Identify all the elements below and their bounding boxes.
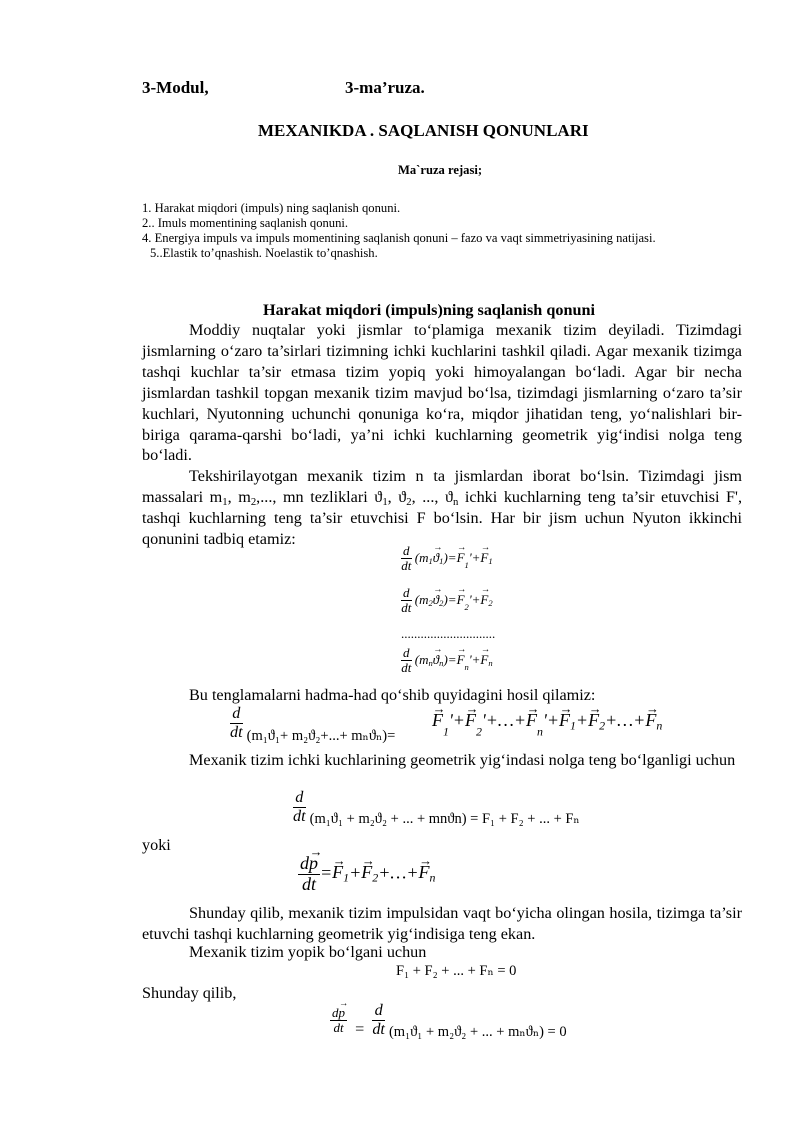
paragraph-conclusion: Shunday qilib, mexanik tizim impulsidan vaqt bo‘yicha olingan hosila, tizimga ta’sir etuvchi tashqi kuchlarning geometrik yig‘indisiga teng ekan. [142, 904, 742, 943]
equation-body-1: $\frac{d}{dt}$ $(m_1\to ϑ_1)=\to$ $F_1ʹ+\to F_1$ [401, 544, 493, 574]
equation-internal: $\frac{d}{dt}$ (m₁ϑ₁ + m₂ϑ₂ + ... + mnϑn) = F₁ + F₂ + ... + Fₙ [293, 788, 580, 828]
equation-sum-rhs: → $F_1ʹ+\to$ $F_2ʹ+\dots+\to$ $F_nʹ+\to F_1+\to$ $F_2+\dots+\to F_n$ [432, 710, 662, 732]
plan-item: 5..Elastik to’qnashish. Noelastik to’qnashish. [150, 246, 378, 260]
text-shunday-qilib: Shunday qilib, [142, 984, 237, 1002]
equation-closed: F₁ + F₂ + ... + Fₙ = 0 [396, 963, 517, 979]
equation-sum: $\frac{d}{dt}$ (m₁ϑ₁+ m₂ϑ₂+...+ mₙϑₙ)= [230, 704, 396, 745]
text-yoki: yoki [142, 836, 171, 854]
section-heading: Harakat miqdori (impuls)ning saqlanish qonuni [263, 301, 595, 319]
paragraph-internal: Mexanik tizim ichki kuchlarining geometrik yig‘indasi nolga teng bo‘lganligi uchun [189, 751, 736, 769]
equation-momentum: $\frac{d\to p}{dt}$ =→ $F_1+\to$ $F_2+\dots+\to F_n$ [298, 854, 435, 895]
equation-final: $\frac{d\to p}{dt}$ = $\frac{d}{dt}$ (m₁ϑ₁ + m₂ϑ₂ + ... + mₙϑₙ) = 0 [330, 1002, 567, 1039]
plan-item: 2.. Imuls momentining saqlanish qonuni. [142, 216, 349, 230]
document-title: MEXANIKDA . SAQLANISH QONUNLARI [258, 121, 589, 140]
paragraph-intro: Moddiy nuqtalar yoki jismlar to‘plamiga mexanik tizim deyiladi. Tizimdagi jismlarning o‘zaro ta’sirlari tizimning ichki kuchlarini tashkil qiladi. Agar mexanik tizimga tashqi kuchlar ta’sir etmasa tizim yopiq yoki himoyalangan bo‘ladi. Agar bir necha jismlardan tashkil topgan mexanik tizim mavjud bo‘lsa, tizimdagi jismlarning o‘zaro ta’sir kuchlari, Nyutonning uchunchi qonuniga ko‘ra, miqdor jihatidan teng, yo‘nalishlari bir-biriga qarama-qarshi bo‘ladi, ya’ni ichki kuchlarning geometrik yig‘indisi nolga teng bo‘ladi. [142, 321, 742, 465]
module-label: 3-Modul, [142, 78, 209, 97]
text-closed-system: Mexanik tizim yopik bo‘lgani uchun [189, 943, 427, 961]
equation-body-n: $\frac{d}{dt}$ $(m_n\to ϑ_n)=\to$ $F_nʹ+\to F_n$ [401, 646, 493, 676]
equation-ellipsis: ............................. [401, 626, 496, 641]
equation-body-2: $\frac{d}{dt}$ $(m_2\to ϑ_2)=\to$ $F_2ʹ+\to F_2$ [401, 586, 493, 616]
text-sum: Bu tenglamalarni hadma-had qo‘shib quyidagini hosil qilamiz: [189, 686, 596, 704]
plan-heading: Ma`ruza rejasi; [398, 163, 483, 177]
paragraph-system: Tekshirilayotgan mexanik tizim n ta jismlardan iborat bo‘lsin. Tizimdagi jism massalari $m_1$, $m_2$,..., mn tezliklari $ϑ_1$, $ϑ_2$, ..., $ϑ_n$ ichki kuchlarning teng ta’sir etuvchisi F', tashqi kuchlarning teng ta’sir etuvchisi F bo‘lsin. Har bir jism uchun Nyuton ikkinchi qonunini tadbiq etamiz: [142, 467, 743, 548]
plan-item: 4. Energiya impuls va impuls momentining saqlanish qonuni – fazo va vaqt simmetriyasining natijasi. [142, 231, 656, 245]
plan-item: 1. Harakat miqdori (impuls) ning saqlanish qonuni. [142, 201, 401, 215]
lecture-label: 3-ma’ruza. [345, 78, 425, 97]
